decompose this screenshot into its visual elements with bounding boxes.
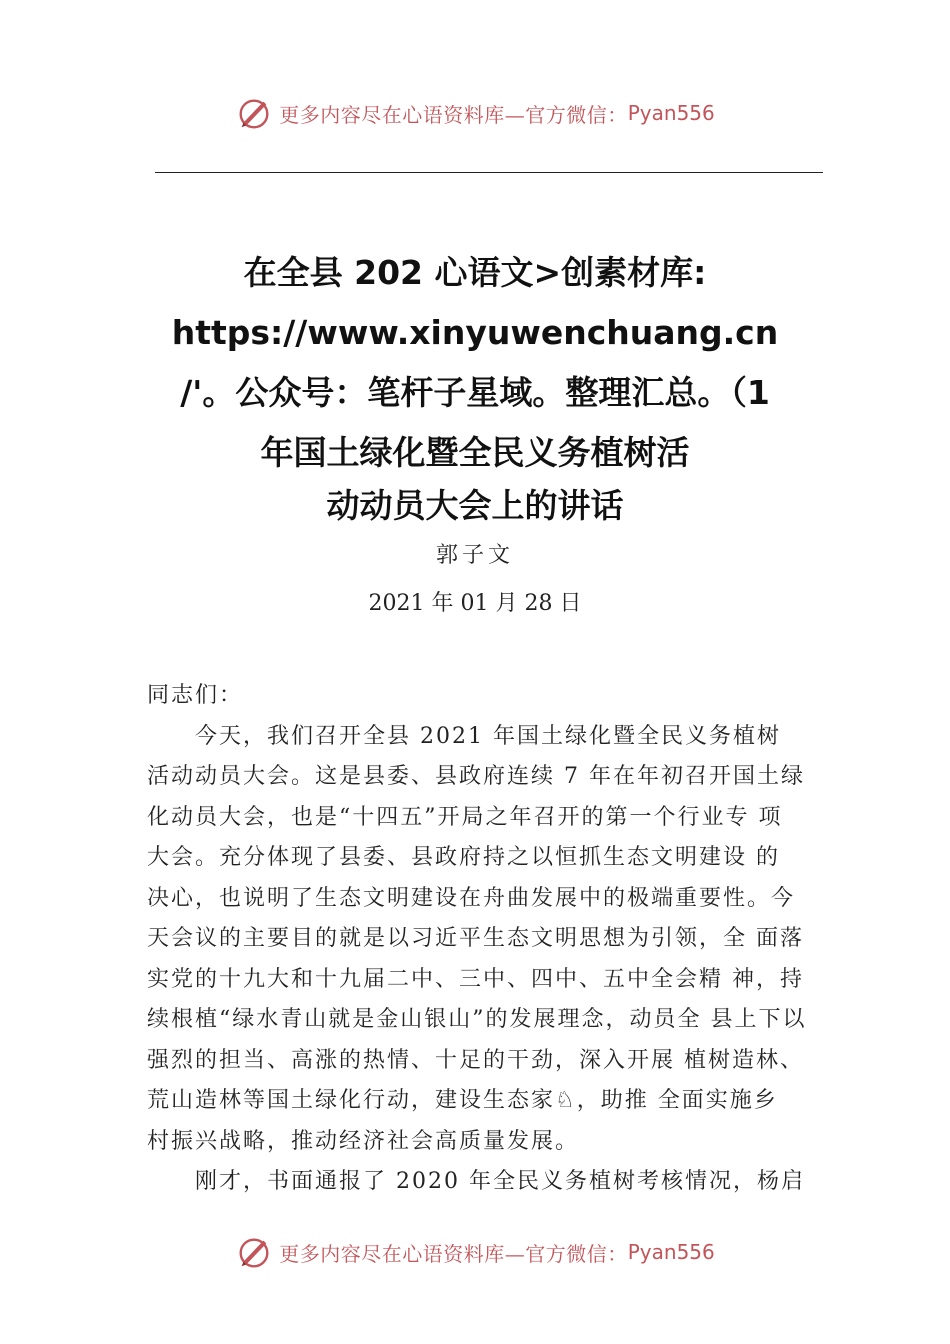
title-line: https://www.xinyuwenchuang.cn bbox=[171, 313, 779, 352]
body-line: 化动员大会，也是“十四五”开局之年召开的第一个行业专 项 bbox=[147, 804, 783, 830]
pen-seal-logo-icon bbox=[235, 1233, 273, 1271]
body-line: 刚才，书面通报了 2020 年全民义务植树考核情况，杨启 bbox=[195, 1169, 805, 1194]
salutation: 同志们： bbox=[147, 683, 244, 708]
header-wechat-id: Pyan556 bbox=[627, 101, 715, 125]
body-line: 大会。充分体现了县委、县政府持之以恒抓生态文明建设 的 bbox=[147, 845, 780, 870]
document-title bbox=[140, 243, 810, 529]
author-name: 郭子文 bbox=[435, 543, 514, 568]
title-line: /'。公众号：笔杆子星域。整理汇总。（1 bbox=[180, 373, 770, 412]
document-date: 2021 年 01 月 28 日 bbox=[368, 591, 582, 616]
title-line: 年国土绿化暨全民义务植树活 bbox=[260, 433, 690, 472]
body-line: 活动动员大会。这是县委、县政府连续 7 年在年初召开国土绿 bbox=[147, 764, 805, 789]
header-divider bbox=[155, 172, 823, 173]
footer-banner-text: 更多内容尽在心语资料库—官方微信： bbox=[279, 1241, 628, 1266]
body-line: 强烈的担当、高涨的热情、十足的干劲，深入开展 植树造林、 bbox=[147, 1047, 804, 1073]
title-line: 在全县 202 心语文>创素材库: bbox=[243, 253, 707, 292]
footer-wechat-id: Pyan556 bbox=[627, 1240, 715, 1264]
title-line: 动动员大会上的讲话 bbox=[326, 486, 624, 525]
body-line: 实党的十九大和十九届二中、三中、四中、五中全会精 神，持 bbox=[147, 966, 804, 992]
body-line: 天会议的主要目的就是以习近平生态文明思想为引领，全 面落 bbox=[147, 926, 804, 951]
document-body bbox=[147, 676, 837, 1203]
header-banner-text: 更多内容尽在心语资料库—官方微信： bbox=[279, 102, 628, 127]
body-line: 荒山造林等国土绿化行动，建设生态家♘，助推 全面实施乡 bbox=[147, 1088, 778, 1113]
header-banner bbox=[0, 93, 950, 133]
footer-banner bbox=[0, 1232, 950, 1272]
pen-seal-logo-icon bbox=[235, 94, 273, 132]
body-line: 续根植“绿水青山就是金山银山”的发展理念，动员全 县上下以 bbox=[147, 1007, 807, 1032]
body-line: 村振兴战略，推动经济社会高质量发展。 bbox=[147, 1128, 580, 1154]
body-line: 决心，也说明了生态文明建设在舟曲发展中的极端重要性。今 bbox=[147, 885, 796, 911]
body-line: 今天，我们召开全县 2021 年国土绿化暨全民义务植树 bbox=[195, 723, 781, 749]
